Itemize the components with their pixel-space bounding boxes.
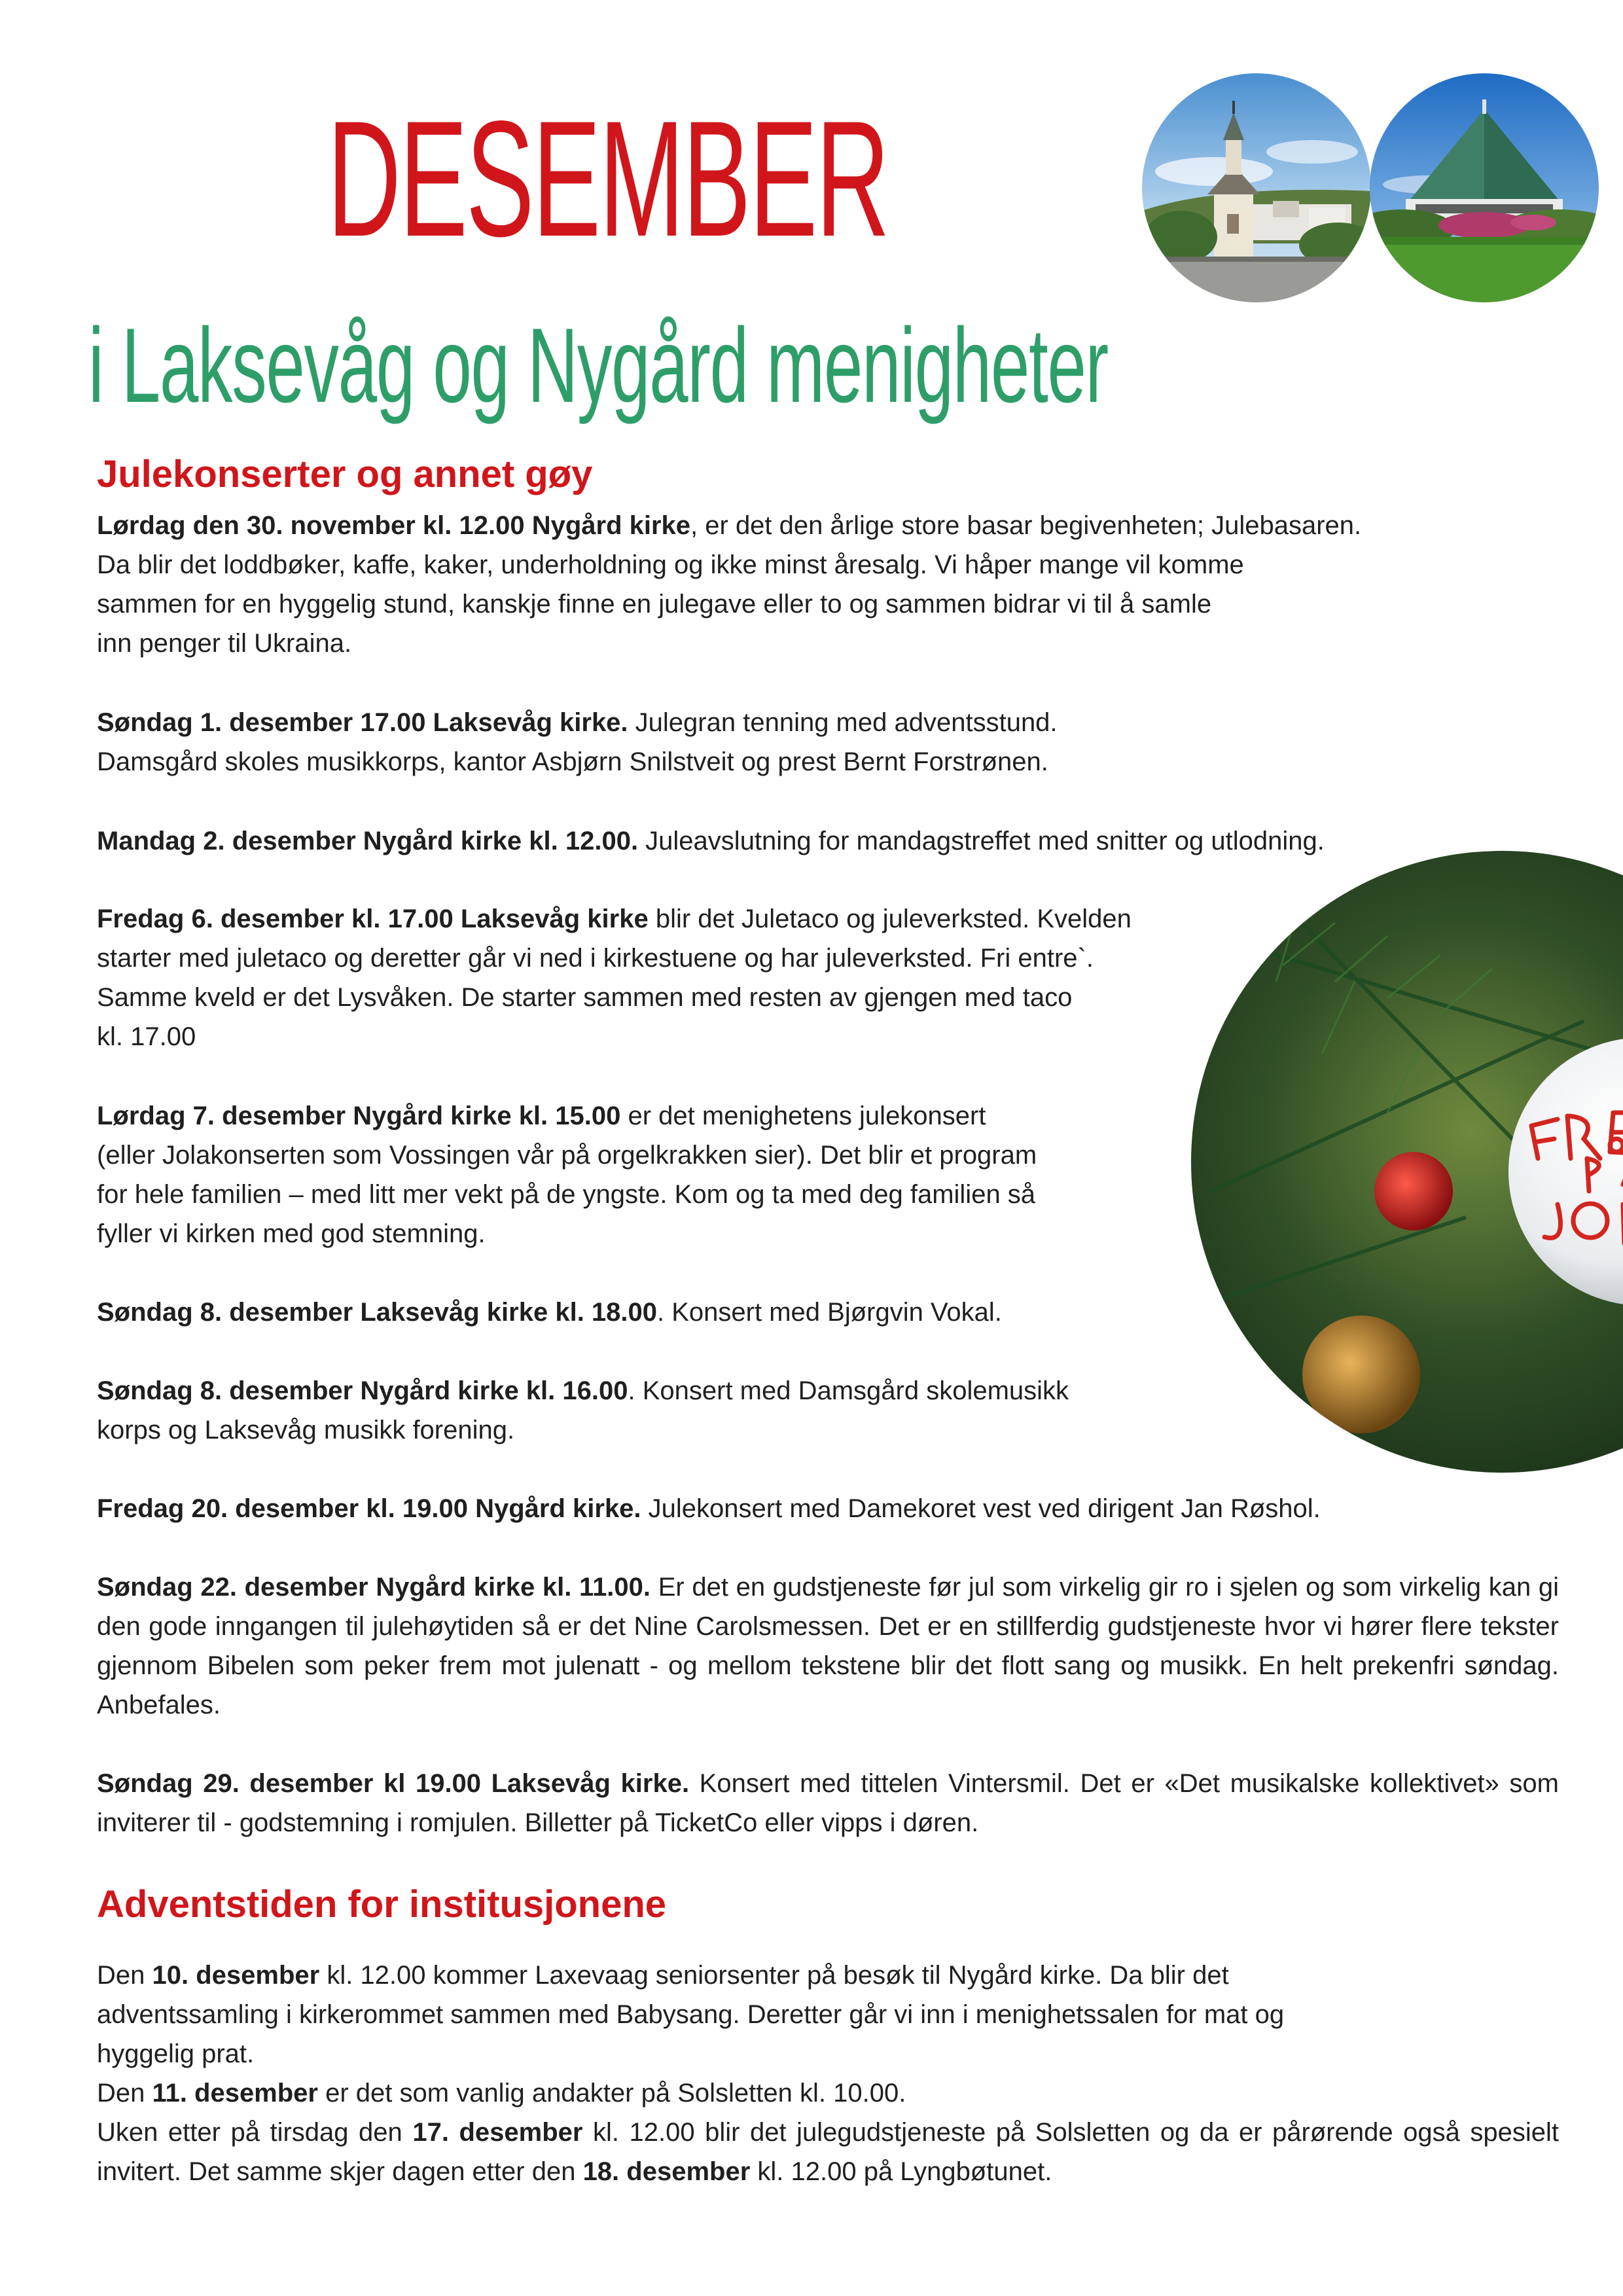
- event-text: starter med juletaco og deretter går vi ned i kirkestuene og har juleverksted. Fri entre`.: [97, 944, 1094, 973]
- event-datetime: Søndag 1. desember 17.00 Laksevåg kirke.: [97, 708, 628, 737]
- advent-text: Den: [97, 1961, 152, 1990]
- nygard-church-photo: [1370, 73, 1599, 302]
- event-text: (eller Jolakonserten som Vossingen vår på orgelkrakken sier). Det blir et program: [97, 1141, 1037, 1170]
- event-paragraph: [97, 703, 1058, 781]
- event-text: fyller vi kirken med god stemning.: [97, 1219, 486, 1248]
- event-paragraph: [97, 506, 1361, 663]
- event-text: sammen for en hyggelig stund, kanskje finne en julegave eller to og sammen bidrar vi til å samle: [97, 590, 1212, 619]
- event-text: Samme kveld er det Lysvåken. De starter sammen med resten av gjengen med taco: [97, 983, 1073, 1012]
- event-paragraph: [97, 1096, 1037, 1253]
- event-paragraph: [97, 899, 1132, 1056]
- event-text: Da blir det loddbøker, kaffe, kaker, underholdning og ikke minst åresalg. Vi håper mange vil komme: [97, 550, 1244, 579]
- event-datetime: Søndag 29. desember kl 19.00 Laksevåg kirke.: [97, 1769, 690, 1798]
- event-text: for hele familien – med litt mer vekt på de yngste. Kom og ta med deg familien så: [97, 1180, 1036, 1209]
- advent-date: 18. desember: [582, 2157, 751, 2186]
- event-paragraph: [97, 1764, 1559, 1842]
- advent-text: hyggelig prat.: [97, 2039, 255, 2068]
- event-text: . Konsert med Damsgård skolemusikk: [628, 1376, 1069, 1405]
- laksevag-church-photo: [1142, 73, 1371, 302]
- section-heading-advent: Adventstiden for institusjonene: [97, 1883, 667, 1926]
- advent-date: 17. desember: [412, 2118, 583, 2147]
- event-datetime: Søndag 22. desember Nygård kirke kl. 11.00.: [97, 1573, 651, 1602]
- event-text: Julegran tenning med adventsstund.: [628, 708, 1058, 737]
- event-datetime: Fredag 20. desember kl. 19.00 Nygård kirke.: [97, 1494, 641, 1523]
- advent-text: adventssamling i kirkerommet sammen med Babysang. Deretter går vi inn i menighetssalen for mat og: [97, 2000, 1285, 2029]
- advent-text: kl. 12.00 kommer Laxevaag seniorsenter på besøk til Nygård kirke. Da blir det: [319, 1961, 1229, 1990]
- advent-date: 11. desember: [152, 2079, 318, 2108]
- event-datetime: Mandag 2. desember Nygård kirke kl. 12.00.: [97, 827, 639, 855]
- christmas-ornament-photo: [1191, 851, 1623, 1473]
- event-datetime: Lørdag 7. desember Nygård kirke kl. 15.00: [97, 1102, 621, 1130]
- event-datetime: Lørdag den 30. november kl. 12.00 Nygård kirke: [97, 511, 691, 540]
- event-paragraph: [97, 1568, 1559, 1725]
- event-paragraph: [97, 1293, 1002, 1332]
- event-text: korps og Laksevåg musikk forening.: [97, 1416, 515, 1444]
- event-paragraph: [97, 821, 1325, 861]
- event-text: inn penger til Ukraina.: [97, 629, 352, 658]
- event-datetime: Søndag 8. desember Nygård kirke kl. 16.00: [97, 1376, 628, 1405]
- advent-text: kl. 12.00 blir det julegudstjeneste på Solsletten og da er pårørende også spesielt invitert. Det samme skjer dagen etter den: [97, 2118, 1560, 2186]
- event-text: kl. 17.00: [97, 1022, 196, 1051]
- event-text: blir det Juletaco og juleverksted. Kvelden: [648, 905, 1132, 933]
- advent-paragraph: [97, 1956, 1284, 2073]
- event-text: . Konsert med Bjørgvin Vokal.: [657, 1298, 1002, 1327]
- advent-paragraph: [97, 2113, 1559, 2191]
- event-text: er det menighetens julekonsert: [620, 1102, 986, 1130]
- event-text: Juleavslutning for mandagstreffet med snitter og utlodning.: [638, 827, 1325, 855]
- section-heading-concerts: Julekonserter og annet gøy: [97, 453, 593, 495]
- event-paragraph: [97, 1489, 1321, 1528]
- event-text: Er det en gudstjeneste før jul som virkelig gir ro i sjelen og som virkelig kan gi den gode inngangen til julehøytiden så er det Nine Carolsmessen. Det er en stillferdig gudstjeneste hvor vi hører flere tekster gjennom Bibelen som peker frem mot julenatt - og mellom tekstene blir det flott sang og musikk. En helt prekenfri søndag. Anbefales.: [97, 1573, 1559, 1719]
- advent-text: er det som vanlig andakter på Solsletten kl. 10.00.: [318, 2079, 906, 2108]
- event-datetime: Fredag 6. desember kl. 17.00 Laksevåg kirke: [97, 905, 649, 933]
- event-paragraph: [97, 1371, 1069, 1450]
- event-text: Julekonsert med Damekoret vest ved dirigent Jan Røshol.: [641, 1494, 1321, 1523]
- event-datetime: Søndag 8. desember Laksevåg kirke kl. 18.00: [97, 1298, 658, 1327]
- event-text: Konsert med tittelen Vintersmil. Det er «Det musikalske kollektivet» som inviterer til - godstemning i romjulen. Billetter på TicketCo eller vipps i døren.: [97, 1769, 1559, 1837]
- advent-text: Uken etter på tirsdag den: [97, 2118, 413, 2147]
- advent-paragraph: [97, 2073, 906, 2113]
- page-subtitle: i Laksevåg og Nygård menigheter: [88, 306, 1108, 425]
- event-text: Damsgård skoles musikkorps, kantor Asbjørn Snilstveit og prest Bernt Forstrønen.: [97, 747, 1048, 776]
- advent-date: 10. desember: [152, 1961, 320, 1990]
- advent-text: kl. 12.00 på Lyngbøtunet.: [750, 2157, 1052, 2186]
- advent-text: Den: [97, 2079, 152, 2108]
- page-title: DESEMBER: [327, 87, 889, 271]
- event-text: , er det den årlige store basar begivenheten; Julebasaren.: [690, 511, 1362, 540]
